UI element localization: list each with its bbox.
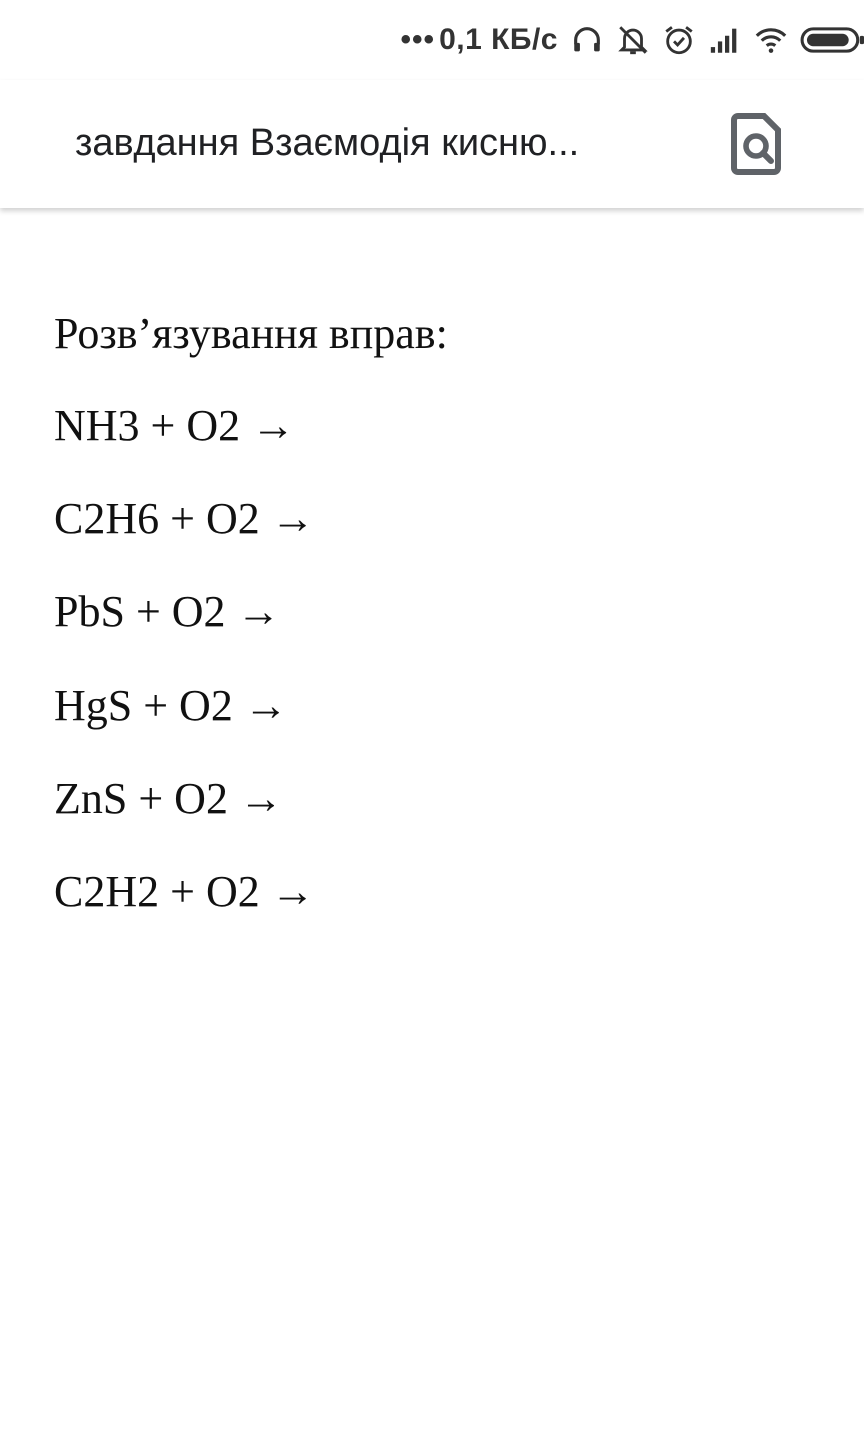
headset-icon [570, 23, 604, 57]
status-indicators [401, 14, 864, 66]
network-speed: 0,1 КБ/с [439, 23, 558, 56]
equation-line: NH3 + O2 → [54, 401, 296, 450]
status-bar [0, 0, 864, 80]
equation-line: ZnS + O2 → [54, 774, 283, 823]
document-content [0, 208, 864, 1440]
bell-off-icon [616, 23, 650, 57]
more-notifications-dots: ••• [400, 23, 436, 56]
equation-line: C2H6 + O2 → [54, 494, 315, 543]
battery-icon [800, 23, 864, 57]
find-in-document-icon[interactable] [730, 112, 786, 176]
signal-icon [708, 23, 742, 57]
equation-line: HgS + O2 → [54, 681, 288, 730]
wifi-icon [754, 23, 788, 57]
exercise-heading: Розв’язування вправ: [54, 309, 448, 358]
alarm-icon [662, 23, 696, 57]
equation-line: PbS + O2 → [54, 587, 281, 636]
document-title: завдання Взаємодія кисню... [75, 122, 580, 164]
equation-line: C2H2 + O2 → [54, 867, 315, 916]
app-bar [0, 80, 864, 208]
